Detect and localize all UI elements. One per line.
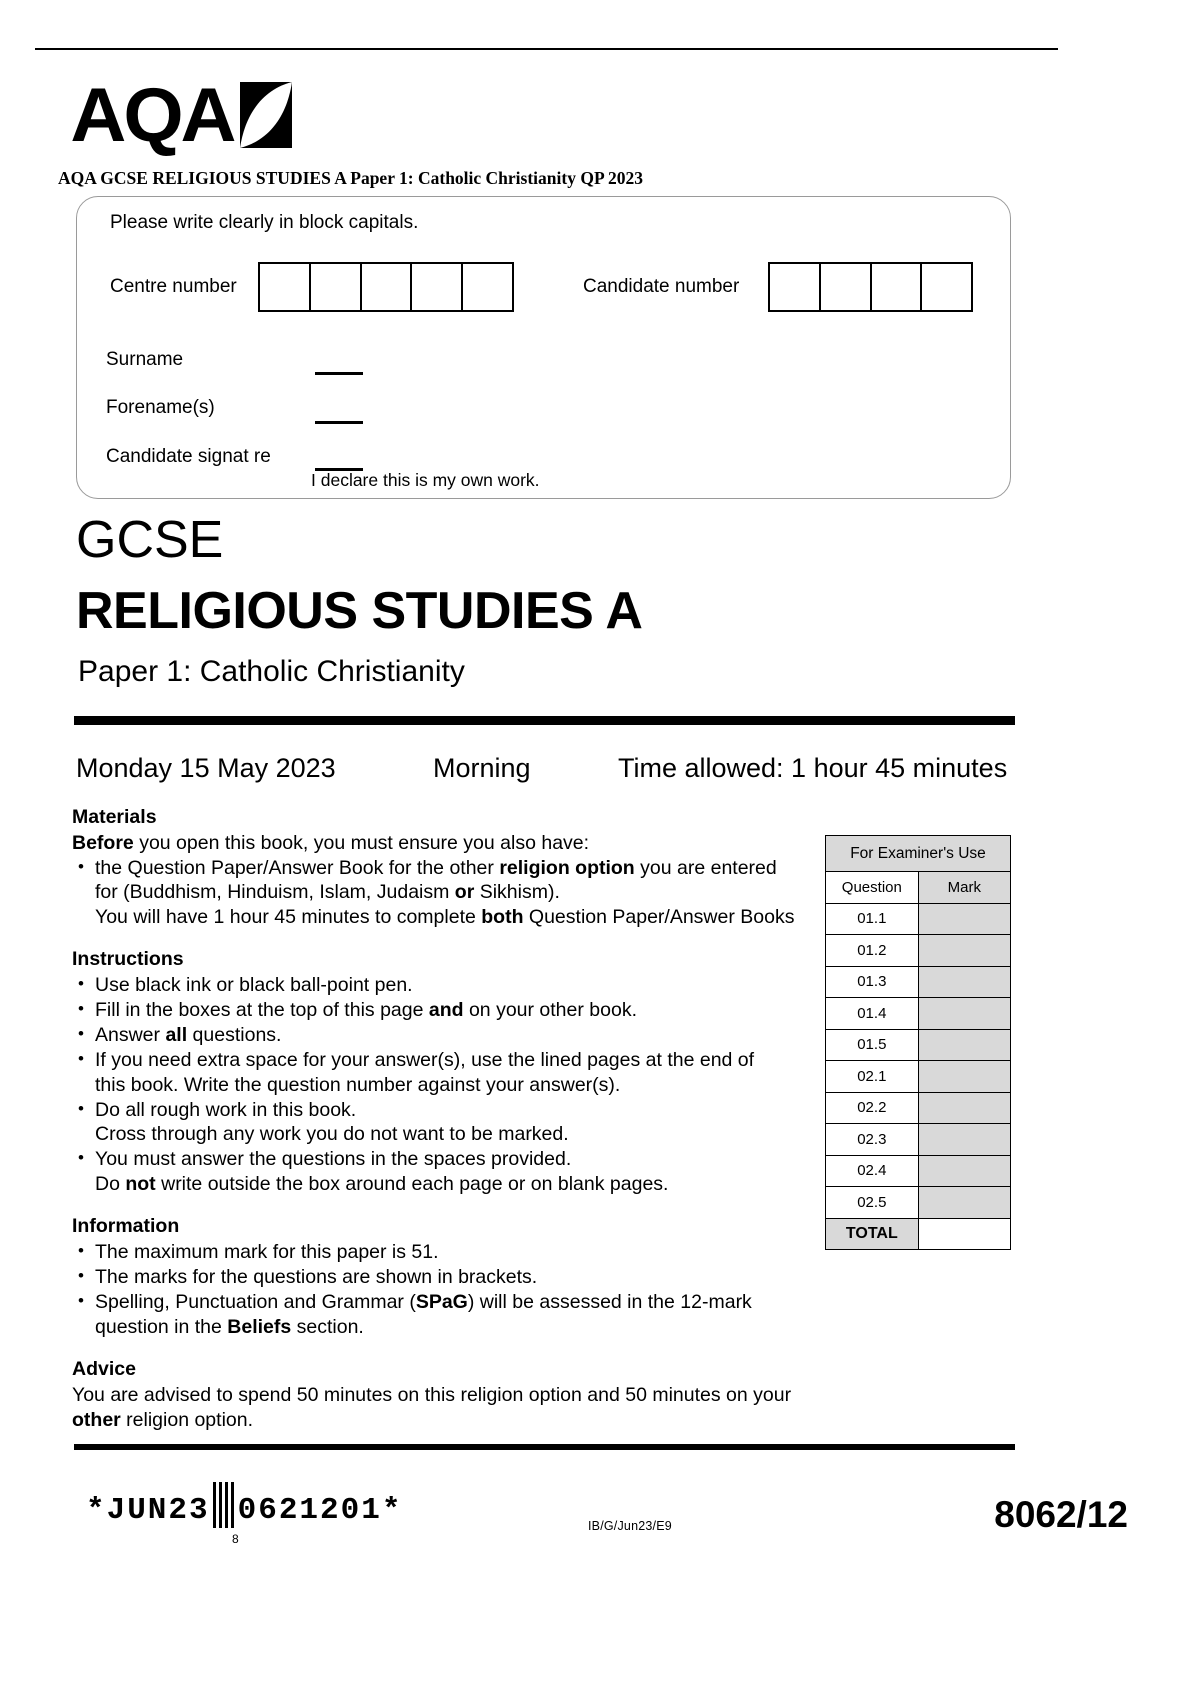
mark-entry-cell[interactable] [918,1029,1010,1061]
aqa-leaf-icon [240,82,292,148]
information-heading: Information [72,1215,180,1237]
question-number-cell: 02.3 [826,1124,919,1156]
list-item [72,1265,807,1290]
mark-entry-cell[interactable] [918,1155,1010,1187]
materials-b1-line2 [95,880,807,905]
table-row [826,1061,1011,1093]
candidate-number-cell[interactable] [768,262,821,312]
table-row [826,935,1011,967]
candidate-number-cell[interactable] [870,262,923,312]
forename-input-line[interactable] [315,421,363,424]
list-item [72,1147,807,1196]
question-number-cell: 01.4 [826,998,919,1030]
table-row [826,1187,1011,1219]
instr-5-cont [95,1172,807,1197]
materials-b1-p2: you are entered [634,856,777,879]
list-item [72,1023,807,1048]
table-row [826,1124,1011,1156]
list-item [72,998,807,1023]
table-header-row [826,872,1011,904]
surname-label: Surname [106,349,184,370]
instr-2-bold: all [165,1024,188,1046]
question-number-cell: 02.4 [826,1155,919,1187]
materials-lead [72,831,807,856]
exam-session: Morning [433,753,531,783]
list-item [72,1290,807,1339]
information-bullet-list [72,1240,807,1339]
instr-1-post: on your other book. [463,999,637,1021]
total-label: TOTAL [826,1218,919,1250]
info-0: The maximum mark for this paper is 51. [95,1241,439,1263]
list-item [72,1048,807,1097]
materials-b1-l3b: Question Paper/Answer Books [523,905,795,928]
ib-reference: IB/G/Jun23/E9 [588,1519,672,1533]
declaration-text: I declare this is my own work. [311,470,540,490]
instr-5-cont-post: write outside the box around each page or on blank pages. [155,1172,669,1195]
info-2-cont [95,1315,807,1340]
materials-lead-rest: you open this book, you must ensure you also have: [133,832,590,854]
info-2-post: ) will be assessed in the 12-mark [467,1291,752,1313]
surname-input-line[interactable] [315,372,363,375]
barcode-subscript: 8 [232,1532,239,1546]
question-number-cell: 02.2 [826,1092,919,1124]
table-row [826,1155,1011,1187]
mark-entry-cell[interactable] [918,1187,1010,1219]
table-total-row [826,1218,1011,1250]
materials-b1-l2b: Sikhism). [474,881,560,903]
materials-b1-l3bold: both [481,905,524,928]
column-header-mark: Mark [918,872,1010,904]
instr-5-cont-bold: not [125,1172,156,1195]
materials-heading: Materials [72,806,157,828]
qualification-title: GCSE [76,511,224,569]
centre-number-label: Centre number [110,276,237,297]
mark-entry-cell[interactable] [918,1124,1010,1156]
table-row [826,903,1011,935]
list-item [72,1098,807,1147]
info-2-bold: SPaG [415,1291,468,1313]
list-item [72,1240,807,1265]
examiner-table-title: For Examiner's Use [826,836,1011,872]
instr-3: If you need extra space for your answer(s), use the lined pages at the end of [95,1049,755,1071]
advice-bold: other [72,1408,121,1431]
mark-entry-cell[interactable] [918,1061,1010,1093]
info-2-cont-post: section. [291,1315,364,1338]
aqa-wordmark: AQA [70,73,234,158]
candidate-signature-label: Candidate signat re [106,446,271,467]
block-capitals-instruction: Please write clearly in block capitals. [110,212,419,233]
instructions-column [72,805,807,1432]
exam-time-allowed: Time allowed: 1 hour 45 minutes [618,753,1008,783]
instr-5: You must answer the questions in the spaces provided. [95,1148,572,1170]
column-header-question: Question [826,872,919,904]
materials-lead-bold: Before [72,832,134,854]
materials-b1-bold1: religion option [499,856,635,879]
instr-3-cont: this book. Write the question number against your answer(s). [95,1073,621,1096]
question-number-cell: 02.1 [826,1061,919,1093]
table-row [826,966,1011,998]
question-number-cell: 01.1 [826,903,919,935]
footer-divider [74,1444,1015,1450]
forename-label: Forename(s) [106,397,215,418]
materials-b1-line3 [95,905,807,930]
instr-4: Do all rough work in this book. [95,1098,357,1121]
materials-b1-l3a: You will have 1 hour 45 minutes to complete [95,905,482,928]
title-divider [74,716,1015,725]
mark-entry-cell[interactable] [918,903,1010,935]
info-1: The marks for the questions are shown in brackets. [95,1266,538,1288]
info-2-cont-pre: question in the [95,1315,228,1338]
mark-entry-cell[interactable] [918,1092,1010,1124]
table-row [826,1092,1011,1124]
barcode-bars-icon [213,1482,235,1528]
table-row [826,1029,1011,1061]
instr-2-post: questions. [187,1024,282,1046]
question-number-cell: 01.5 [826,1029,919,1061]
centre-number-cell[interactable] [258,262,311,312]
centre-number-cell[interactable] [461,262,514,312]
centre-number-input[interactable] [258,262,514,312]
candidate-number-input[interactable] [768,262,973,312]
candidate-number-cell[interactable] [819,262,872,312]
candidate-number-cell[interactable] [920,262,973,312]
table-row [826,998,1011,1030]
materials-b1-l2bold: or [454,881,475,903]
instructions-bullet-list [72,973,807,1196]
materials-b1-p1: the Question Paper/Answer Book for the other [95,856,500,879]
advice-post: religion option. [120,1408,254,1431]
materials-b1-l2a: for (Buddhism, Hinduism, Islam, Judaism [95,881,455,903]
mark-entry-cell[interactable] [918,998,1010,1030]
info-2-pre: Spelling, Punctuation and Grammar ( [95,1291,416,1313]
materials-bullet-list [72,856,807,930]
top-divider [35,48,1058,50]
instr-1-pre: Fill in the boxes at the top of this page [95,999,429,1021]
subject-title: RELIGIOUS STUDIES A [76,582,643,640]
question-number-cell: 01.3 [826,966,919,998]
centre-number-cell[interactable] [410,262,463,312]
examiner-marks-table [825,835,1011,1250]
advice-heading: Advice [72,1358,136,1380]
aqa-logo [70,73,292,158]
exam-date: Monday 15 May 2023 [76,753,336,783]
instr-4-cont: Cross through any work you do not want to be marked. [95,1123,569,1145]
list-item [72,856,807,930]
document-title: AQA GCSE RELIGIOUS STUDIES A Paper 1: Catholic Christianity QP 2023 [58,168,644,188]
paper-code: 8062/12 [994,1494,1128,1535]
barcode-text-right: 0621201* [237,1493,403,1528]
list-item [72,973,807,998]
centre-number-cell[interactable] [309,262,362,312]
centre-number-cell[interactable] [360,262,413,312]
question-number-cell: 02.5 [826,1187,919,1219]
advice-text [72,1383,807,1432]
advice-pre: You are advised to spend 50 minutes on this religion option and 50 minutes on your [72,1384,792,1406]
info-2-cont-bold: Beliefs [227,1315,292,1338]
mark-entry-cell[interactable] [918,966,1010,998]
paper-title: Paper 1: Catholic Christianity [78,655,465,688]
total-mark-cell[interactable] [918,1218,1010,1250]
question-number-cell: 01.2 [826,935,919,967]
barcode-text-left: *JUN23 [86,1493,210,1528]
instr-5-cont-pre: Do [95,1172,126,1195]
barcode [86,1482,402,1528]
mark-entry-cell[interactable] [918,935,1010,967]
instr-1-bold: and [428,999,464,1021]
instr-2-pre: Answer [95,1024,166,1046]
table-row [826,836,1011,872]
candidate-number-label: Candidate number [583,276,740,297]
instructions-heading: Instructions [72,948,184,970]
instr-0: Use black ink or black ball-point pen. [95,974,413,996]
